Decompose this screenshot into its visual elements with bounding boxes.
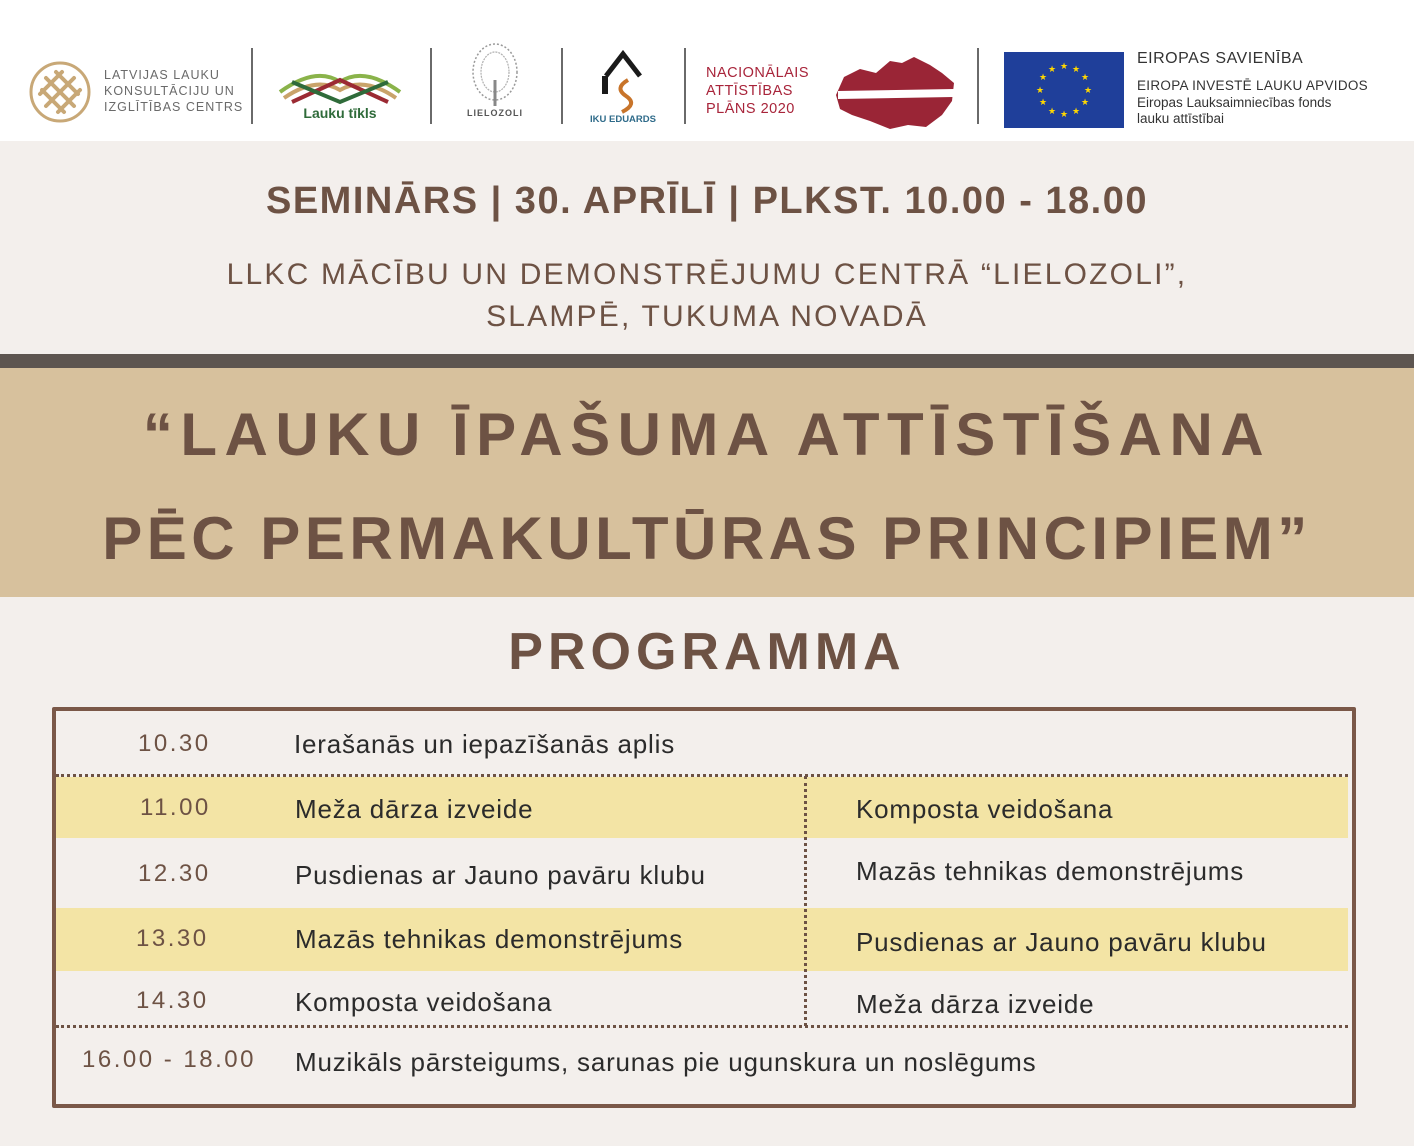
event-venue-line-1: LLKC MĀCĪBU UN DEMONSTRĒJUMU CENTRĀ “LIELOZOLI”, (226, 258, 1188, 291)
svg-text:★: ★ (1071, 65, 1081, 75)
program-heading: PROGRAMMA (508, 623, 906, 681)
svg-text:★: ★ (1080, 73, 1090, 83)
table-row-activity-left: Komposta veidošana (295, 987, 553, 1017)
svg-text:★: ★ (1038, 98, 1048, 108)
llkc-logo-icon (28, 60, 92, 124)
svg-text:★: ★ (1047, 65, 1057, 75)
table-row-time: 14.30 (136, 987, 209, 1014)
lauku-tikls-label: Lauku tīkls (303, 105, 377, 121)
nap-line-3: PLĀNS 2020 (706, 101, 795, 117)
table-row-time: 10.30 (138, 730, 211, 757)
nap-2020-text (706, 64, 809, 118)
event-venue-line-2: SLAMPĒ, TUKUMA NOVADĀ (486, 300, 928, 333)
svg-text:★: ★ (1059, 110, 1069, 120)
lielozoli-label: LIELOZOLI (467, 108, 523, 118)
table-row-time: 16.00 - 18.00 (82, 1046, 256, 1073)
llkc-line-1: LATVIJAS LAUKU (104, 68, 220, 82)
svg-text:★: ★ (1071, 107, 1081, 117)
eu-title: EIROPAS SAVIENĪBA (1137, 50, 1304, 67)
table-row-activity: Muzikāls pārsteigums, sarunas pie ugunskura un noslēgums (295, 1047, 1037, 1077)
table-row-time: 13.30 (136, 925, 209, 952)
table-row-activity-left: Meža dārza izveide (295, 794, 534, 824)
table-dotted-divider (56, 1025, 1348, 1028)
latvia-map-icon (830, 55, 958, 131)
llkc-line-3: IZGLĪTĪBAS CENTRS (104, 100, 244, 114)
lauku-tikls-logo (276, 58, 404, 122)
svg-text:★: ★ (1038, 73, 1048, 83)
eu-sub-line-2: Eiropas Lauksaimniecības fonds (1137, 94, 1332, 110)
table-dotted-divider (56, 774, 1348, 777)
section-divider (0, 354, 1414, 368)
nap-line-2: ATTĪSTĪBAS (706, 83, 793, 99)
nap-line-1: NACIONĀLAIS (706, 65, 809, 81)
table-row-activity-right: Meža dārza izveide (856, 989, 1095, 1019)
seminar-title-line-2: PĒC PERMAKULTŪRAS PRINCIPIEM” (102, 505, 1312, 572)
logo-divider (977, 48, 979, 124)
table-row-activity-right: Komposta veidošana (856, 794, 1114, 824)
logo-divider (251, 48, 253, 124)
svg-text:★: ★ (1059, 62, 1069, 72)
table-row-activity: Ierašanās un iepazīšanās aplis (294, 729, 676, 759)
iku-eduards-label: IKU EDUARDS (590, 114, 656, 124)
table-row-activity-right: Mazās tehnikas demonstrējums (856, 856, 1244, 886)
table-row-highlight (56, 777, 1348, 838)
llkc-line-2: KONSULTĀCIJU UN (104, 84, 235, 98)
table-row-time: 12.30 (138, 860, 211, 887)
lielozoli-logo (460, 40, 530, 124)
seminar-title-line-1: “LAUKU ĪPAŠUMA ATTĪSTĪŠANA (142, 401, 1272, 468)
eu-sub-line-1: EIROPA INVESTĒ LAUKU APVIDOS (1137, 78, 1368, 93)
iku-eduards-logo (584, 46, 662, 124)
table-row-activity-right: Pusdienas ar Jauno pavāru klubu (856, 927, 1267, 957)
eu-sub-line-3: lauku attīstībai (1137, 111, 1225, 126)
logo-divider (684, 48, 686, 124)
table-row-time: 11.00 (140, 794, 211, 821)
event-date-time: SEMINĀRS | 30. APRĪLĪ | PLKST. 10.00 - 18.00 (265, 180, 1149, 222)
svg-text:★: ★ (1080, 98, 1090, 108)
svg-text:★: ★ (1083, 86, 1093, 96)
svg-text:★: ★ (1047, 107, 1057, 117)
logo-divider (430, 48, 432, 124)
eu-flag-icon (1004, 52, 1124, 128)
logo-divider (561, 48, 563, 124)
logo-bar (0, 0, 1414, 141)
table-column-divider (804, 776, 807, 1026)
table-row-activity-left: Mazās tehnikas demonstrējums (295, 924, 683, 954)
table-row-activity-left: Pusdienas ar Jauno pavāru klubu (295, 860, 706, 890)
llkc-logo-text (104, 67, 243, 115)
svg-text:★: ★ (1035, 86, 1045, 96)
eu-subtitle (1137, 78, 1368, 128)
